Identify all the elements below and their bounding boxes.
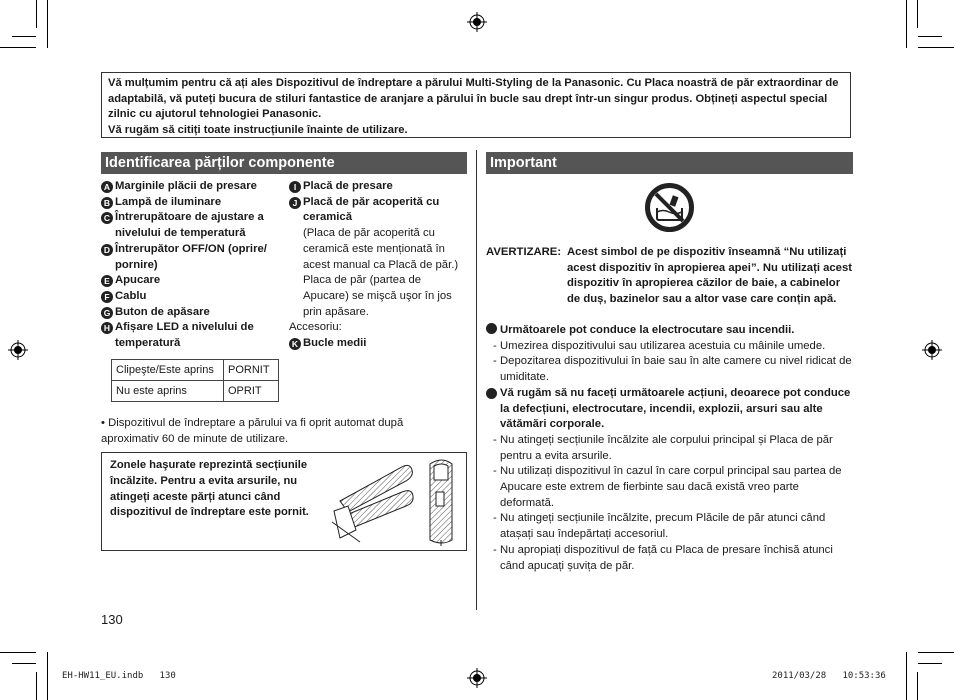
hair-plate-note: (Placa de păr acoperită cu ceramică este menționată în acest manual ca Placă de păr.) Placa de păr (partea de Apucare) se mişcă uşor în jos prin apăsare. bbox=[303, 227, 459, 318]
registration-mark-icon bbox=[467, 12, 487, 32]
intro-read-instructions: Vă rugăm să citiți toate instrucțiunile înainte de utilizare. bbox=[108, 123, 408, 136]
part-item: K Bucle medii bbox=[289, 336, 467, 352]
heated-sections-text: Zonele haşurate reprezintă secțiunile încălzite. Pentru a evita arsurile, nu atingeți aceste părți atunci când dispozitivul de îndreptare este pornit. bbox=[110, 459, 309, 519]
list-item: - Nu atingeți secțiunile încălzite, precum Plăcile de păr atunci când atașați sau îndepărtați accesoriul. bbox=[486, 511, 853, 542]
crop-mark bbox=[36, 672, 37, 700]
letter-i-icon: I bbox=[289, 181, 301, 193]
letter-d-icon: D bbox=[101, 244, 113, 256]
crop-mark bbox=[906, 0, 907, 48]
part-item: D Întrerupător OFF/ON (oprire/ pornire) bbox=[101, 242, 281, 273]
crop-mark bbox=[918, 652, 954, 653]
warning-label: AVERTIZARE: bbox=[486, 246, 562, 258]
page-number: 130 bbox=[101, 612, 123, 627]
table-cell: Nu este aprins bbox=[112, 381, 224, 402]
list-item: - Nu apropiați dispozitivul de față cu Placa de presare închisă atunci când apucați șuvița de păr. bbox=[486, 543, 853, 574]
footer-date: 2011/03/28 10:53:36 bbox=[772, 671, 886, 681]
table-cell: PORNIT bbox=[224, 360, 279, 381]
part-item: C Întrerupătoare de ajustare a nivelului de temperatură bbox=[101, 210, 281, 241]
straightener-illustration-icon bbox=[330, 456, 465, 548]
table-row bbox=[112, 381, 279, 402]
crop-mark bbox=[12, 663, 36, 664]
crop-mark bbox=[917, 0, 918, 28]
intro-paragraph: Vă mulțumim pentru că ați ales Dispozitivul de îndreptare a părului Multi-Styling de la Panasonic. Cu Placa noastră de păr extraordinar de adaptabilă, vă puteți bucura de stiluri fantastice de aranjare a părului în bucle sau drept într-un singur produs. Obțineți aspectul special zilnic cu ajutorul tehnologiei Panasonic. bbox=[108, 77, 839, 121]
letter-j-icon: J bbox=[289, 197, 301, 209]
bullet-heading: Următoarele pot conduce la electrocutare sau incendii. bbox=[486, 323, 853, 339]
part-item: G Buton de apăsare bbox=[101, 305, 281, 321]
crop-mark bbox=[47, 0, 48, 48]
letter-f-icon: F bbox=[101, 291, 113, 303]
crop-mark bbox=[918, 47, 954, 48]
crop-mark bbox=[917, 672, 918, 700]
part-item: I Placă de presare bbox=[289, 179, 467, 195]
crop-mark bbox=[47, 652, 48, 700]
warning-text: Acest simbol de pe dispozitiv înseamnă “Nu utilizați acest dispozitiv în apropierea apei”. Nu utilizați acest dispozitiv în apropierea căzilor de baie, a cabinelor de duș, bazinelor sau a altor vase care conțin apă. bbox=[567, 246, 853, 306]
warning-block bbox=[486, 245, 853, 308]
registration-mark-icon bbox=[467, 668, 487, 688]
letter-g-icon: G bbox=[101, 307, 113, 319]
crop-mark bbox=[12, 36, 36, 37]
intro-box bbox=[101, 72, 851, 138]
parts-list-col1 bbox=[101, 179, 281, 352]
letter-k-icon: K bbox=[289, 338, 301, 350]
crop-mark bbox=[906, 652, 907, 700]
registration-mark-icon bbox=[922, 340, 942, 360]
part-item: E Apucare bbox=[101, 273, 281, 289]
list-item: - Umezirea dispozitivului sau utilizarea acestuia cu mâinile umede. bbox=[486, 339, 853, 355]
bullet-icon bbox=[486, 388, 497, 399]
list-item: - Nu utilizați dispozitivul în cazul în care corpul principal sau partea de Apucare este extrem de fierbinte sau dacă există vreo parte deformată. bbox=[486, 464, 853, 511]
letter-e-icon: E bbox=[101, 275, 113, 287]
part-item: F Cablu bbox=[101, 289, 281, 305]
letter-c-icon: C bbox=[101, 212, 113, 224]
part-item: A Marginile plăcii de presare bbox=[101, 179, 281, 195]
no-water-bath-icon bbox=[644, 182, 695, 233]
led-status-table bbox=[111, 359, 279, 402]
list-item: - Nu atingeți secțiunile încălzite ale corpului principal și Placa de păr pentru a evita arsurile. bbox=[486, 433, 853, 464]
table-cell: OPRIT bbox=[224, 381, 279, 402]
crop-mark bbox=[918, 663, 942, 664]
bullet-icon bbox=[486, 323, 497, 334]
letter-h-icon: H bbox=[101, 322, 113, 334]
letter-a-icon: A bbox=[101, 181, 113, 193]
auto-off-note: • Dispozitivul de îndreptare a părului va fi oprit automat după aproximativ 60 de minute de utilizare. bbox=[101, 417, 404, 445]
list-item: - Depozitarea dispozitivului în baie sau în alte camere cu nivel ridicat de umiditate. bbox=[486, 354, 853, 385]
parts-list-col2 bbox=[289, 179, 467, 352]
section-header-important: Important bbox=[486, 152, 853, 174]
table-cell: Clipeşte/Este aprins bbox=[112, 360, 224, 381]
crop-mark bbox=[0, 47, 36, 48]
accessory-label: Accesoriu: bbox=[289, 321, 342, 334]
registration-mark-icon bbox=[8, 340, 28, 360]
letter-b-icon: B bbox=[101, 197, 113, 209]
crop-mark bbox=[918, 36, 942, 37]
crop-mark bbox=[0, 652, 36, 653]
bullet-heading: Vă rugăm să nu faceți următoarele acțiuni, deoarece pot conduce la defecțiuni, electrocutare, incendii, explozii, arsuri sau alte vătămări corporale. bbox=[486, 386, 853, 433]
part-item: H Afișare LED a nivelului de temperatură bbox=[101, 320, 281, 351]
section-header-parts: Identificarea părților componente bbox=[101, 152, 467, 174]
important-list bbox=[486, 323, 853, 574]
part-item: B Lampă de iluminare bbox=[101, 195, 281, 211]
heated-sections-box bbox=[101, 452, 467, 551]
footer-file: EH-HW11_EU.indb 130 bbox=[62, 671, 176, 681]
crop-mark bbox=[36, 0, 37, 28]
part-item: J Placă de păr acoperită cu ceramică bbox=[289, 195, 467, 226]
column-divider bbox=[476, 150, 477, 610]
table-row bbox=[112, 360, 279, 381]
